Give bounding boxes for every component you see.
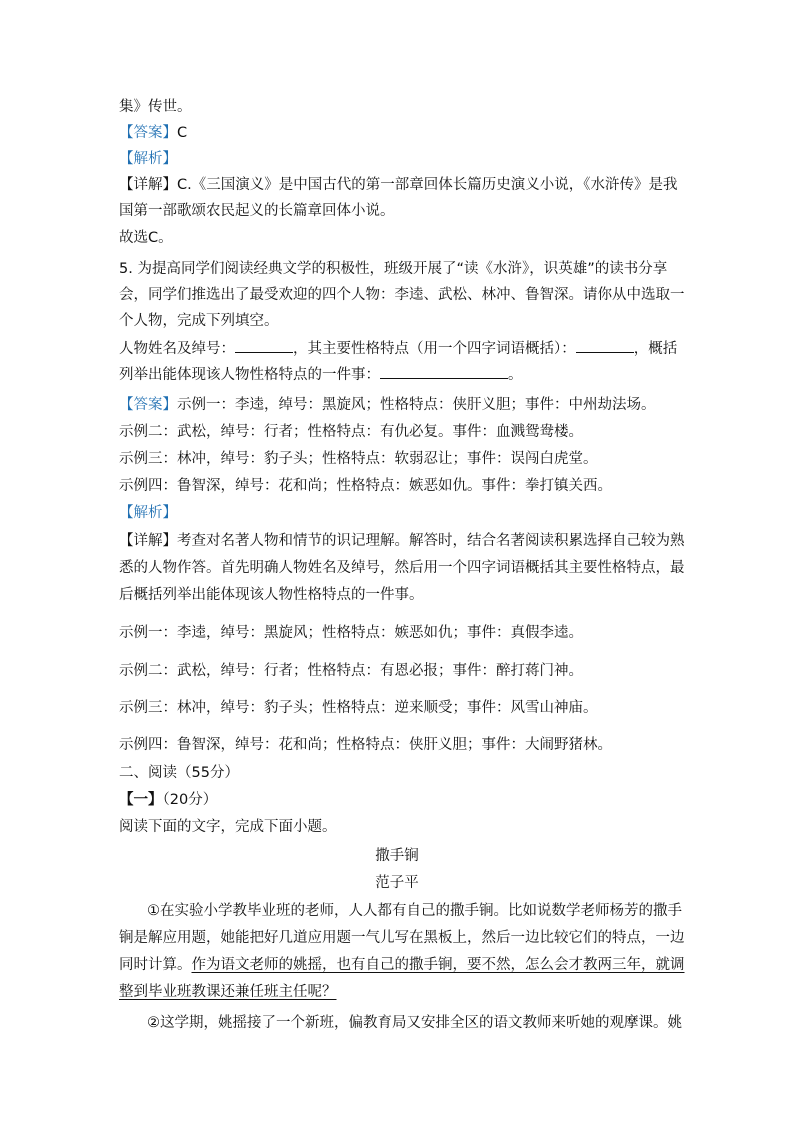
- text-line: 示例三：林冲，绰号：豹子头；性格特点：逆来顺受；事件：风雪山神庙。: [119, 700, 598, 716]
- paragraph-line: [119, 954, 685, 976]
- underlined-sentence: 整到毕业班教课还兼任班主任呢？: [119, 984, 337, 1000]
- fill-label: ，其主要性格特点（用一个四字词语概括）：: [293, 341, 576, 357]
- text-line: 故选C。: [119, 230, 173, 246]
- question-text: 个人物，完成下列填空。: [119, 313, 279, 329]
- answer-text: C: [177, 125, 188, 141]
- paragraph-line: 锏是解应用题，她能把好几道应用题一气儿写在黑板上，然后一边比较它们的特点，一边: [119, 930, 685, 946]
- text-line: 国第一部歌颂农民起义的长篇章回体小说。: [119, 203, 395, 219]
- text-line: 示例四：鲁智深，绰号：花和尚；性格特点：侠肝义胆；事件：大闹野猪林。: [119, 737, 612, 753]
- text-line: 示例三：林冲，绰号：豹子头；性格特点：软弱忍让；事件：误闯白虎堂。: [119, 451, 598, 467]
- text-line: 悉的人物作答。首先明确人物姓名及绰号，然后用一个四字词语概括其主要性格特点，最: [119, 560, 685, 576]
- text-line: 【详解】考查对名著人物和情节的识记理解。解答时，结合名著阅读积累选择自己较为熟: [119, 533, 685, 549]
- question-text: 会，同学们推选出了最受欢迎的四个人物：李逵、武松、林冲、鲁智深。请你从中选取一: [119, 287, 685, 303]
- text-line: 集》传世。: [119, 99, 192, 115]
- underlined-sentence: 作为语文老师的姚摇，也有自己的撒手锏，要不然，怎么会才教两三年，就调: [191, 957, 685, 973]
- paragraph-text: 同时计算。: [119, 957, 192, 973]
- fill-line: [119, 364, 523, 386]
- answer-tag: 【答案】: [119, 125, 177, 141]
- paragraph-line: ①在实验小学教毕业班的老师，人人都有自己的撒手锏。比如说数学老师杨芳的撒手: [147, 903, 682, 919]
- fill-label: 。: [508, 367, 523, 383]
- text-line: 【详解】C.《三国演义》是中国古代的第一部章回体长篇历史演义小说，《水浒传》是我: [119, 177, 678, 193]
- subsection-score: （20分）: [162, 792, 218, 808]
- text-line: 阅读下面的文字，完成下面小题。: [119, 819, 337, 835]
- text-line: 示例二：武松，绰号：行者；性格特点：有仇必复。事件：血溅鸳鸯楼。: [119, 424, 583, 440]
- section-heading: 二、阅读（55分）: [119, 765, 239, 781]
- answer-line: [119, 122, 187, 144]
- answer-text: 示例一：李逵，绰号：黑旋风；性格特点：侠肝义胆；事件：中州劫法场。: [177, 397, 656, 413]
- fill-label: ，概括: [633, 341, 678, 357]
- subsection-marker: 【一】: [119, 792, 163, 808]
- fill-line: [119, 338, 677, 360]
- blank-name: [235, 338, 293, 353]
- article-author: 范子平: [375, 875, 419, 891]
- question-text: 5. 为提高同学们阅读经典文学的积极性，班级开展了“读《水浒》，识英雄”的读书分享: [119, 261, 668, 277]
- answer-line: [119, 394, 656, 416]
- answer-tag: 【答案】: [119, 397, 177, 413]
- analysis-tag: 【解析】: [119, 151, 177, 167]
- text-line: 后概括列举出能体现该人物性格特点的一件事。: [119, 587, 424, 603]
- blank-event: [380, 364, 508, 379]
- paragraph-line: ②这学期，姚摇接了一个新班，偏教育局又安排全区的语文教师来听她的观摩课。姚: [147, 1015, 682, 1031]
- text-line: 示例二：武松，绰号：行者；性格特点：有恩必报；事件：醉打蒋门神。: [119, 663, 583, 679]
- article-title: 撒手锏: [375, 848, 419, 864]
- subsection-heading: [119, 789, 217, 811]
- text-line: 示例四：鲁智深，绰号：花和尚；性格特点：嫉恶如仇。事件：拳打镇关西。: [119, 478, 612, 494]
- analysis-tag: 【解析】: [119, 505, 177, 521]
- fill-label: 列举出能体现该人物性格特点的一件事：: [119, 367, 380, 383]
- blank-trait: [576, 338, 634, 353]
- fill-label: 人物姓名及绰号：: [119, 341, 235, 357]
- text-line: 示例一：李逵，绰号：黑旋风；性格特点：嫉恶如仇；事件：真假李逵。: [119, 625, 583, 641]
